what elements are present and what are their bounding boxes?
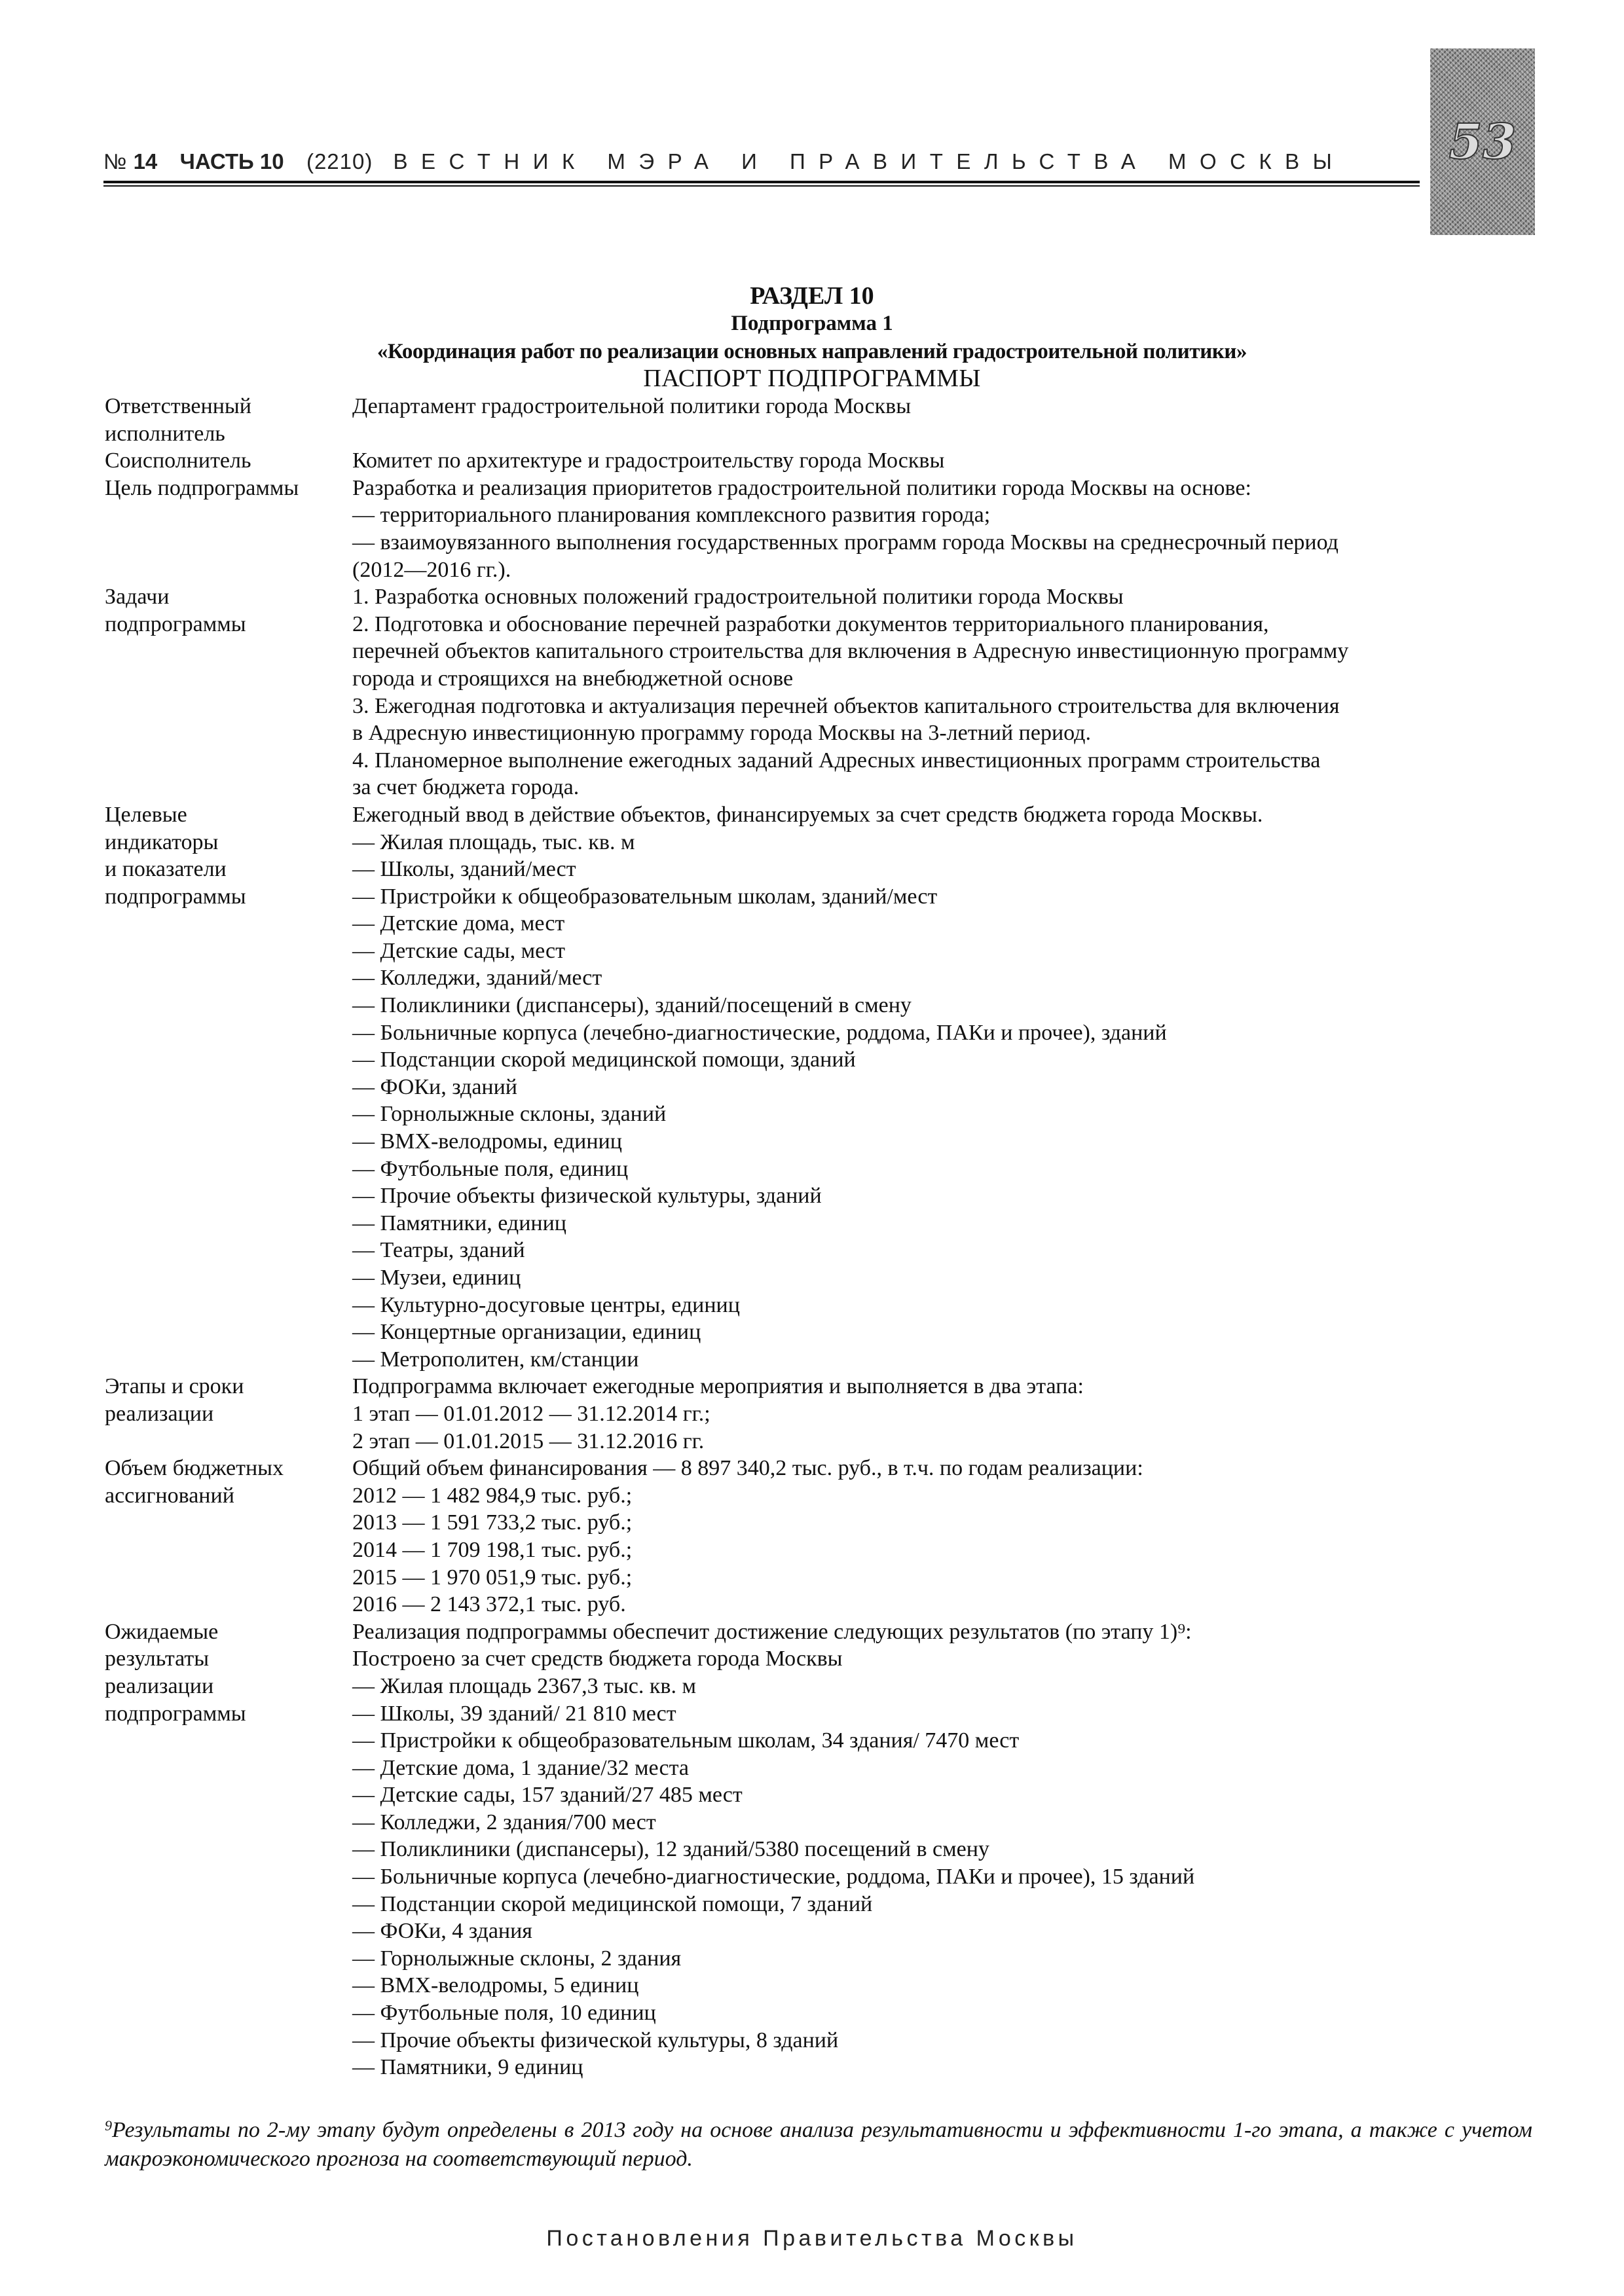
- value-line: — Подстанции скорой медицинской помощи, 7 зданий: [352, 1891, 873, 1916]
- value-line: 1. Разработка основных положений градостроительной политики города Москвы: [352, 585, 1124, 610]
- value-line: 2. Подготовка и обоснование перечней разработки документов территориального планирования,: [352, 611, 1269, 636]
- issue-part: ЧАСТЬ 10: [179, 149, 284, 173]
- passport-row-label: [105, 1455, 352, 1618]
- value-line: — Пристройки к общеобразовательным школам, 34 здания/ 7470 мест: [352, 1728, 1020, 1753]
- issue-serial: (2210): [306, 149, 373, 173]
- value-line: — Прочие объекты физической культуры, 8 зданий: [352, 2028, 839, 2052]
- passport-row-label: [105, 583, 352, 801]
- passport-row-value: [352, 801, 1531, 1373]
- value-line: — Метрополитен, км/станции: [352, 1347, 639, 1372]
- value-line: — ФОКи, 4 здания: [352, 1919, 532, 1944]
- value-line: — Подстанции скорой медицинской помощи, зданий: [352, 1048, 856, 1072]
- value-line: 2012 — 1 482 984,9 тыс. руб.;: [352, 1483, 633, 1508]
- value-line: — Культурно-досуговые центры, единиц: [352, 1292, 740, 1317]
- value-line: — Больничные корпуса (лечебно-диагностические, роддома, ПАКи и прочее), 15 зданий: [352, 1865, 1195, 1889]
- value-line: 4. Планомерное выполнение ежегодных заданий Адресных инвестиционных программ строительства: [352, 748, 1321, 773]
- label-line: реализации: [105, 1673, 214, 1698]
- label-line: Соисполнитель: [105, 448, 251, 473]
- value-line: Разработка и реализация приоритетов градостроительной политики города Москвы на основе:: [352, 475, 1251, 500]
- label-line: Объем бюджетных: [105, 1456, 284, 1481]
- value-line: 2015 — 1 970 051,9 тыс. руб.;: [352, 1565, 633, 1590]
- passport-row-label: [105, 1373, 352, 1455]
- passport-row-value: [352, 583, 1531, 801]
- value-line: — Театры, зданий: [352, 1238, 525, 1263]
- value-line: — Концертные организации, единиц: [352, 1320, 701, 1345]
- value-line: — Музеи, единиц: [352, 1266, 521, 1290]
- issue-number-sign: №: [103, 149, 128, 173]
- value-line: — Памятники, единиц: [352, 1211, 566, 1235]
- label-line: реализации: [105, 1401, 214, 1426]
- value-line: 2016 — 2 143 372,1 тыс. руб.: [352, 1592, 626, 1617]
- value-line: — Футбольные поля, 10 единиц: [352, 2001, 656, 2026]
- passport-row: [105, 393, 1532, 447]
- footnote-text: Результаты по 2-му этапу будут определены в 2013 году на основе анализа результативности и эффективности 1-го этапа, а также с учетом макроэкономического прогноза на соответствующий период.: [105, 2118, 1532, 2171]
- passport-table: [105, 393, 1532, 2081]
- label-line: ассигнований: [105, 1483, 234, 1508]
- page-number: 53: [1449, 113, 1517, 170]
- value-line: — Больничные корпуса (лечебно-диагностические, роддома, ПАКи и прочее), зданий: [352, 1020, 1167, 1045]
- value-line: — ВМХ-велодромы, единиц: [352, 1129, 622, 1154]
- page-number-box: [1430, 48, 1535, 235]
- label-line: результаты: [105, 1647, 210, 1671]
- label-line: Цель подпрограммы: [105, 475, 299, 500]
- value-line: Построено за счет средств бюджета города Москвы: [352, 1647, 843, 1671]
- value-line: — Поликлиники (диспансеры), зданий/посещений в смену: [352, 993, 912, 1018]
- value-line: — ФОКи, зданий: [352, 1074, 517, 1099]
- value-line: — Горнолыжные склоны, зданий: [352, 1102, 667, 1127]
- value-line: — Колледжи, зданий/мест: [352, 966, 602, 991]
- label-line: Этапы и сроки: [105, 1374, 244, 1399]
- label-line: Целевые: [105, 802, 187, 827]
- value-line: — территориального планирования комплексного развития города;: [352, 503, 991, 528]
- passport-row-value: [352, 1455, 1531, 1618]
- label-line: подпрограммы: [105, 611, 246, 636]
- value-line: Общий объем финансирования — 8 897 340,2 тыс. руб., в т.ч. по годам реализации:: [352, 1456, 1143, 1481]
- value-line: Комитет по архитектуре и градостроительству города Москвы: [352, 448, 945, 473]
- label-line: Задачи: [105, 585, 170, 610]
- passport-title: ПАСПОРТ ПОДПРОГРАММЫ: [643, 365, 981, 392]
- passport-row: [105, 1373, 1532, 1455]
- value-line: 3. Ежегодная подготовка и актуализация перечней объектов капитального строительства для включения: [352, 693, 1340, 718]
- issue-number: 14: [133, 149, 158, 173]
- value-line: 2013 — 1 591 733,2 тыс. руб.;: [352, 1510, 633, 1535]
- passport-row: [105, 1455, 1532, 1618]
- value-line: (2012—2016 гг.).: [352, 557, 511, 582]
- value-line: города и строящихся на внебюджетной основе: [352, 666, 794, 691]
- passport-row-value: [352, 393, 1531, 447]
- passport-row-value: [352, 447, 1531, 475]
- passport-row: [105, 475, 1532, 583]
- label-line: Ожидаемые: [105, 1619, 219, 1644]
- value-line: перечней объектов капитального строительства для включения в Адресную инвестиционную программу: [352, 639, 1349, 664]
- passport-row-label: [105, 1618, 352, 2081]
- value-line: — Детские дома, мест: [352, 911, 565, 936]
- label-line: подпрограммы: [105, 884, 246, 909]
- passport-row-label: [105, 801, 352, 1373]
- value-line: — Школы, 39 зданий/ 21 810 мест: [352, 1701, 676, 1726]
- journal-title: ВЕСТНИК МЭРА И ПРАВИТЕЛЬСТВА МОСКВЫ: [393, 149, 1346, 173]
- passport-row: [105, 1618, 1532, 2081]
- value-line: — Детские дома, 1 здание/32 места: [352, 1755, 689, 1780]
- passport-row: [105, 447, 1532, 475]
- passport-row-label: [105, 447, 352, 475]
- value-line: — Детские сады, мест: [352, 938, 566, 963]
- header-rule-thick: [103, 181, 1420, 183]
- passport-row-value: [352, 1618, 1531, 2081]
- passport-row-label: [105, 475, 352, 583]
- value-line: в Адресную инвестиционную программу города Москвы на 3-летний период.: [352, 721, 1091, 746]
- value-line: Реализация подпрограммы обеспечит достижение следующих результатов (по этапу 1)⁹:: [352, 1619, 1192, 1644]
- page-footer: Постановления Правительства Москвы: [546, 2226, 1078, 2251]
- passport-row-value: [352, 1373, 1531, 1455]
- value-line: — Колледжи, 2 здания/700 мест: [352, 1810, 656, 1834]
- value-line: — Горнолыжные склоны, 2 здания: [352, 1946, 682, 1971]
- section-title: РАЗДЕЛ 10: [750, 282, 874, 310]
- value-line: Подпрограмма включает ежегодные мероприятия и выполняется в два этапа:: [352, 1374, 1084, 1399]
- subprogram-name: «Координация работ по реализации основных направлений градостроительной политики»: [377, 340, 1247, 363]
- value-line: — Прочие объекты физической культуры, зданий: [352, 1184, 822, 1209]
- passport-row-value: [352, 475, 1531, 583]
- value-line: Ежегодный ввод в действие объектов, финансируемых за счет средств бюджета города Москвы.: [352, 802, 1263, 827]
- passport-row: [105, 801, 1532, 1373]
- value-line: — Поликлиники (диспансеры), 12 зданий/5380 посещений в смену: [352, 1837, 989, 1862]
- label-line: индикаторы: [105, 829, 219, 854]
- value-line: — ВМХ-велодромы, 5 единиц: [352, 1973, 639, 1998]
- value-line: — Жилая площадь 2367,3 тыс. кв. м: [352, 1673, 696, 1698]
- label-line: подпрограммы: [105, 1701, 246, 1726]
- value-line: Департамент градостроительной политики города Москвы: [352, 394, 912, 418]
- value-line: за счет бюджета города.: [352, 775, 580, 800]
- value-line: — Пристройки к общеобразовательным школам, зданий/мест: [352, 884, 938, 909]
- value-line: — Футбольные поля, единиц: [352, 1156, 629, 1181]
- value-line: 2014 — 1 709 198,1 тыс. руб.;: [352, 1537, 633, 1562]
- label-line: Ответственный: [105, 394, 251, 418]
- value-line: 2 этап — 01.01.2015 — 31.12.2016 гг.: [352, 1429, 705, 1453]
- value-line: — Школы, зданий/мест: [352, 857, 576, 882]
- value-line: — Детские сады, 157 зданий/27 485 мест: [352, 1783, 743, 1808]
- passport-row: [105, 583, 1532, 801]
- footnote: [105, 2116, 1532, 2174]
- value-line: 1 этап — 01.01.2012 — 31.12.2014 гг.;: [352, 1401, 710, 1426]
- value-line: — взаимоувязанного выполнения государственных программ города Москвы на среднесрочный период: [352, 530, 1338, 555]
- footnote-mark: 9: [105, 2117, 112, 2134]
- value-line: — Жилая площадь, тыс. кв. м: [352, 829, 635, 854]
- subprogram-title: Подпрограмма 1: [731, 312, 893, 335]
- value-line: — Памятники, 9 единиц: [352, 2055, 583, 2080]
- passport-row-label: [105, 393, 352, 447]
- header-rule-thin: [103, 185, 1420, 187]
- label-line: и показатели: [105, 857, 227, 882]
- label-line: исполнитель: [105, 421, 225, 446]
